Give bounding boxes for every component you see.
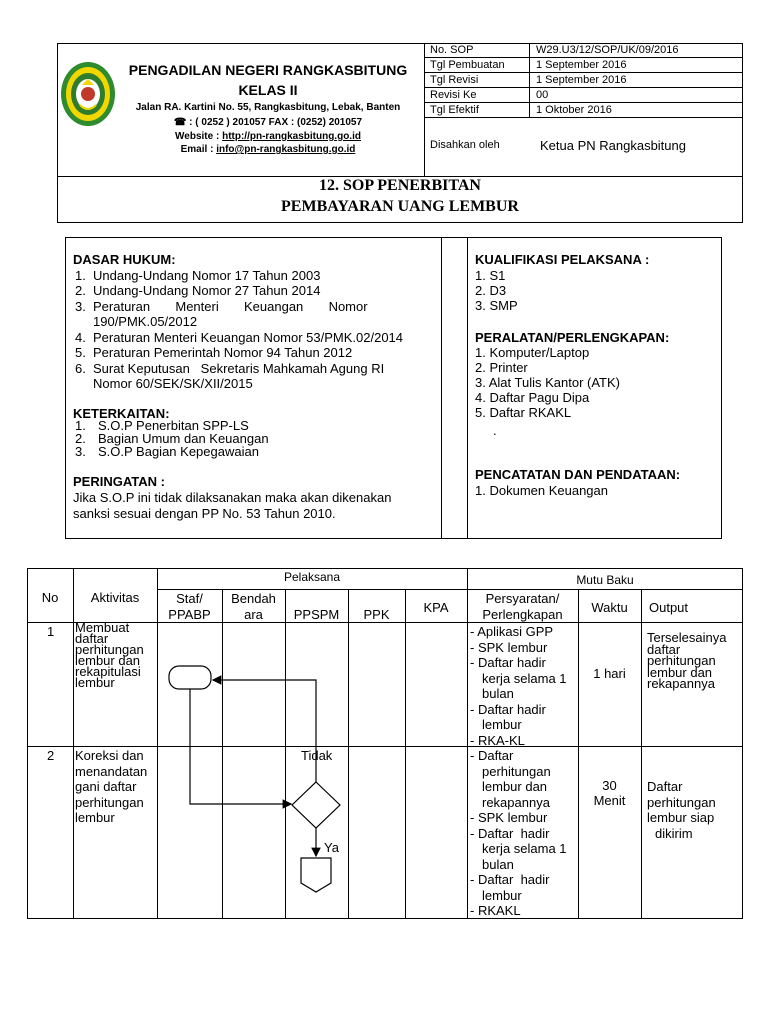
req-text: Daftar [477, 748, 514, 763]
org-class: KELAS II [238, 82, 298, 98]
output-line: Daftar [647, 779, 683, 794]
row2-aktivitas-line: menandatan [75, 763, 148, 779]
dasar-num-4: 4. [75, 330, 86, 345]
email-label: Email : [180, 144, 214, 155]
dasar-item-4: Peraturan Menteri Keuangan Nomor 53/PMK.02/2014 [93, 330, 404, 345]
dasar-num-5: 5. [75, 345, 86, 360]
col-aktivitas: Aktivitas [90, 590, 140, 605]
meta-label-created: Tgl Pembuatan [430, 59, 505, 71]
dasar-num-2: 2. [75, 283, 86, 298]
peralatan-text-5: Daftar RKAKL [489, 405, 572, 420]
row1-aktivitas-line: rekapitulasi [75, 664, 141, 679]
approved-label: Disahkan oleh [430, 139, 500, 151]
dasar-item-6: Surat Keputusan Sekretaris Mahkamah Agung RI [93, 361, 385, 376]
req-text: SPK lembur [477, 639, 548, 655]
dasar-item-1: Undang-Undang Nomor 17 Tahun 2003 [93, 268, 321, 283]
row1-aktivitas-line: Membuat [75, 620, 130, 635]
col-output: Output [649, 600, 689, 615]
row2-aktivitas-line: lembur [75, 810, 115, 825]
meta-label-sop: No. SOP [430, 44, 474, 56]
row2-aktivitas-line: gani daftar [75, 779, 137, 794]
peralatan-item-4: 4. Daftar Pagu Dipa [475, 390, 590, 405]
dasar-item-3: Peraturan Menteri Keuangan Nomor [93, 299, 368, 314]
output-line: lembur dan [647, 664, 713, 680]
output-line: daftar [647, 641, 681, 657]
peralatan-title: PERALATAN/PERLENGKAPAN: [475, 330, 670, 345]
req-text: Daftar hadir [477, 872, 550, 887]
col-kpa: KPA [423, 600, 449, 615]
keterkaitan-title: KETERKAITAN: [73, 406, 170, 421]
row2-waktu-2: Menit [593, 793, 626, 808]
org-address: Jalan RA. Kartini No. 55, Rangkasbitung, Lebak, Banten [135, 102, 401, 113]
pencatatan-title: PENCATATAN DAN PENDATAAN: [475, 467, 681, 482]
title-line1: 12. SOP PENERBITAN [319, 177, 481, 194]
org-phone: : ( 0252 ) 201057 FAX : (0252) 201057 [189, 117, 363, 128]
keterkaitan-num-3: 3. [75, 444, 86, 459]
req-item: - RKA-KL [470, 732, 525, 748]
keterkaitan-item-1: S.O.P Penerbitan SPP-LS [98, 418, 249, 433]
flow-tidak-line [213, 680, 316, 782]
req-text: lembur [482, 887, 522, 903]
req-text: Daftar hadir [477, 825, 550, 841]
row1-aktivitas-line: perhitungan [75, 642, 144, 657]
req-item: - Daftar hadir [470, 872, 550, 887]
row2-no: 2 [47, 748, 55, 763]
meta-value-effective: 1 Oktober 2016 [536, 104, 612, 116]
kualifikasi-text-2: D3 [489, 283, 507, 298]
col-waktu: Waktu [591, 600, 628, 615]
dasar-item-3b: 190/PMK.05/2012 [93, 314, 198, 329]
offpage-connector [301, 858, 331, 892]
col-bendahara-1: Bendah [231, 591, 276, 606]
peringatan-line2: sanksi sesuai dengan PP No. 53 Tahun 2010. [73, 506, 336, 521]
keterkaitan-num-2: 2. [75, 431, 86, 446]
row1-no: 1 [47, 624, 55, 639]
pencatatan-item-1: 1. Dokumen Keuangan [475, 483, 608, 498]
col-staf-1: Staf/ [176, 591, 203, 606]
req-text: kerja selama 1 [482, 670, 567, 686]
meta-value-revised: 1 September 2016 [536, 74, 627, 86]
req-text: bulan [482, 686, 514, 701]
row1-aktivitas-line: daftar [75, 631, 109, 646]
col-persyaratan-2: Perlengkapan [482, 607, 563, 622]
row2-aktivitas-line: Koreksi dan [75, 748, 144, 763]
meta-value-revision: 00 [536, 89, 549, 101]
website-label: Website : [175, 131, 220, 142]
dasar-hukum-title: DASAR HUKUM: [73, 252, 176, 267]
req-text: perhitungan [482, 763, 551, 779]
start-terminator [169, 666, 211, 689]
flow-tidak-label: Tidak [301, 748, 333, 763]
pencatatan-text-1: Dokumen Keuangan [489, 483, 608, 498]
kualifikasi-title: KUALIFIKASI PELAKSANA : [475, 252, 650, 267]
col-ppk: PPK [363, 607, 390, 622]
col-no: No [41, 590, 59, 605]
meta-label-effective: Tgl Efektif [430, 104, 479, 116]
output-line: Terselesainya [647, 630, 727, 645]
kualifikasi-item-2: 2. D3 [475, 283, 507, 298]
approved-value: Ketua PN Rangkasbitung [540, 138, 686, 153]
col-mutu-baku: Mutu Baku [576, 573, 634, 587]
peralatan-item-5: 5. Daftar RKAKL [475, 405, 572, 420]
email-link[interactable]: info@pn-rangkasbitung.go.id [216, 144, 356, 155]
dasar-item-5: Peraturan Pemerintah Nomor 94 Tahun 2012 [93, 345, 353, 360]
dasar-item-2: Undang-Undang Nomor 27 Tahun 2014 [93, 283, 321, 298]
req-item: - SPK lembur [470, 639, 548, 655]
row1-aktivitas-line: lembur [75, 675, 115, 690]
dasar-num-3: 3. [75, 299, 86, 314]
org-name: PENGADILAN NEGERI RANGKASBITUNG [128, 62, 408, 78]
meta-value-sop: W29.U3/12/SOP/UK/09/2016 [536, 44, 679, 56]
req-text: RKAKL [477, 903, 521, 918]
req-item: - RKAKL [470, 903, 521, 918]
col-staf-2: PPABP [168, 607, 211, 622]
peralatan-item-2: 2. Printer [475, 360, 528, 375]
title-line2: PEMBAYARAN UANG LEMBUR [281, 198, 519, 215]
req-text: SPK lembur [477, 810, 548, 825]
output-line: rekapannya [647, 676, 715, 691]
req-text: bulan [482, 856, 514, 872]
dasar-num-1: 1. [75, 268, 86, 283]
col-persyaratan-1: Persyaratan/ [485, 591, 560, 606]
output-line: perhitungan [647, 794, 716, 810]
output-line: lembur siap [647, 810, 715, 825]
req-text: lembur [482, 717, 522, 732]
keterkaitan-item-3: S.O.P Bagian Kepegawaian [98, 444, 259, 459]
peralatan-text-1: Komputer/Laptop [489, 345, 590, 360]
req-text: kerja selama 1 [482, 841, 567, 856]
col-bendahara-2: ara [244, 607, 263, 622]
peringatan-title: PERINGATAN : [73, 474, 165, 489]
keterkaitan-num-1: 1. [75, 418, 86, 433]
req-item: - Daftar [470, 748, 514, 763]
row1-aktivitas-line: lembur dan [75, 653, 141, 668]
peralatan-item-3: 3. Alat Tulis Kantor (ATK) [475, 375, 620, 390]
req-text: Daftar hadir [477, 701, 546, 717]
keterkaitan-item-2: Bagian Umum dan Keuangan [98, 431, 269, 446]
peralatan-dot: . [493, 423, 497, 438]
peringatan-line1: Jika S.O.P ini tidak dilaksanakan maka akan dikenakan [73, 490, 392, 505]
req-item: - Aplikasi GPP [470, 624, 554, 639]
kualifikasi-item-3: 3. SMP [475, 298, 518, 313]
col-pelaksana: Pelaksana [283, 570, 341, 584]
req-item: - Daftar hadir [470, 701, 546, 717]
peralatan-text-2: Printer [489, 360, 528, 375]
row2-aktivitas-line: perhitungan [75, 794, 144, 810]
website-link[interactable]: http://pn-rangkasbitung.go.id [222, 131, 361, 142]
decision-diamond [292, 782, 340, 828]
meta-label-revision: Revisi Ke [430, 89, 477, 101]
req-item: - Daftar hadir [470, 655, 546, 670]
peralatan-item-1: 1. Komputer/Laptop [475, 345, 590, 360]
req-text: lembur dan [482, 779, 548, 794]
req-text: rekapannya [482, 794, 550, 810]
phone-icon: ☎ [173, 117, 187, 128]
output-line: dikirim [655, 825, 693, 841]
flow-ya-label: Ya [324, 840, 339, 855]
flow-start-line [190, 689, 291, 804]
req-item: - SPK lembur [470, 810, 548, 825]
req-text: RKA-KL [477, 732, 525, 748]
req-text: Daftar hadir [477, 655, 546, 670]
row2-waktu-1: 30 [602, 778, 617, 793]
kualifikasi-text-1: S1 [489, 268, 506, 283]
dasar-item-6b: Nomor 60/SEK/SK/XII/2015 [93, 376, 253, 391]
meta-value-created: 1 September 2016 [536, 59, 627, 71]
req-item: - Daftar hadir [470, 825, 550, 841]
peralatan-text-4: Daftar Pagu Dipa [489, 390, 590, 405]
meta-label-revised: Tgl Revisi [430, 74, 479, 86]
kualifikasi-text-3: SMP [489, 298, 518, 313]
dasar-num-6: 6. [75, 361, 86, 376]
req-text: Aplikasi GPP [477, 624, 554, 639]
col-ppspm: PPSPM [293, 607, 340, 622]
row1-waktu: 1 hari [593, 666, 626, 681]
peralatan-text-3: Alat Tulis Kantor (ATK) [488, 375, 620, 390]
kualifikasi-item-1: 1. S1 [475, 268, 506, 283]
output-line: perhitungan [647, 653, 716, 668]
